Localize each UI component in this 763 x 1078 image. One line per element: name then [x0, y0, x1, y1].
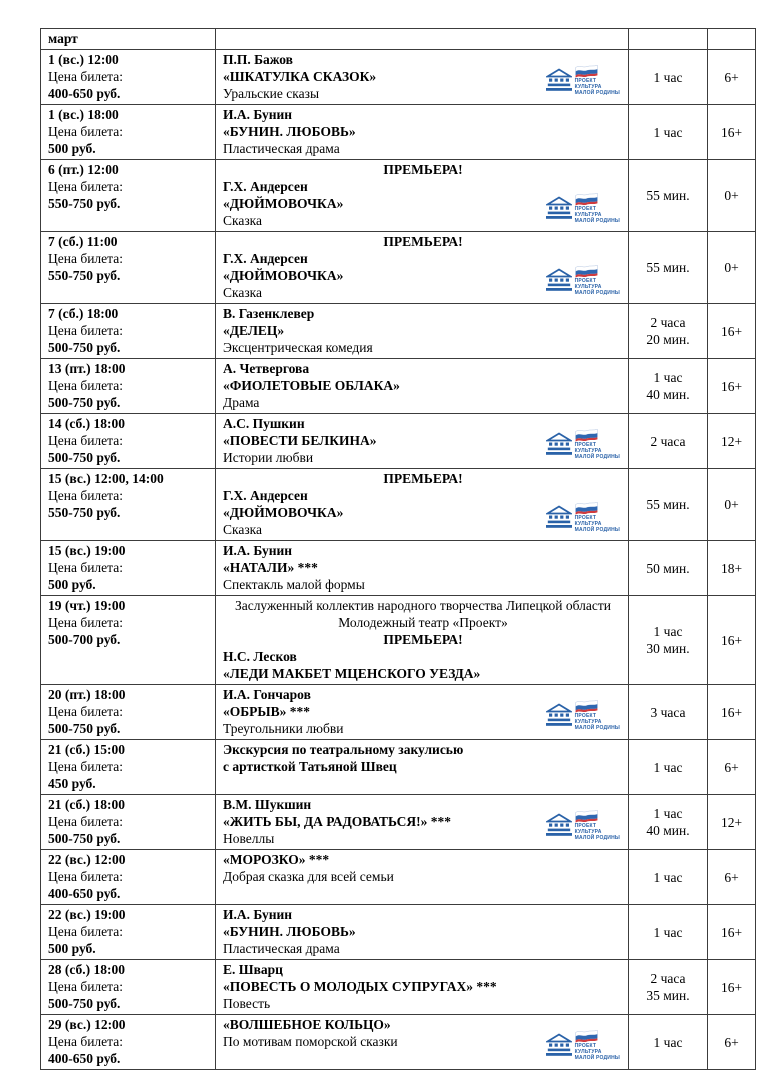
performance-cell: [216, 850, 629, 905]
performance-genre: Треугольники любви: [223, 721, 344, 736]
schedule-row: [41, 795, 756, 850]
schedule-row: [41, 850, 756, 905]
date-price-cell: [41, 105, 216, 160]
date-price-cell: [41, 541, 216, 596]
price-value: 500-750 руб.: [48, 831, 121, 846]
performance-title: «БУНИН. ЛЮБОВЬ»: [223, 124, 356, 139]
price-label: Цена билета:: [48, 1034, 123, 1049]
price-label: Цена билета:: [48, 869, 123, 884]
performance-cell: [216, 541, 629, 596]
empty-cell: [629, 29, 708, 50]
schedule-row: [41, 960, 756, 1015]
performance-genre: Новеллы: [223, 831, 275, 846]
schedule-row: [41, 232, 756, 304]
age-rating: 16+: [720, 124, 743, 140]
age-rating: 12+: [720, 814, 743, 830]
performance-title: «НАТАЛИ» ***: [223, 560, 318, 575]
logo-text: ПРОЕКТ КУЛЬТУРА МАЛОЙ РОДИНЫ: [574, 206, 620, 225]
date-price-cell: [41, 232, 216, 304]
month-header-row: [41, 29, 756, 50]
date-time: 20 (пт.) 18:00: [48, 687, 126, 702]
price-label: Цена билета:: [48, 979, 123, 994]
price-label: Цена билета:: [48, 759, 123, 774]
date-price-cell: [41, 359, 216, 414]
price-label: Цена билета:: [48, 704, 123, 719]
price-label: Цена билета:: [48, 251, 123, 266]
age-cell: [708, 596, 756, 685]
duration-cell: [629, 304, 708, 359]
performance-title: «ФИОЛЕТОВЫЕ ОБЛАКА»: [223, 378, 400, 393]
duration: 1 час: [653, 806, 683, 821]
age-rating: 18+: [720, 560, 743, 576]
performance-author: Экскурсия по театральному закулисью: [223, 742, 464, 757]
duration-cell: [629, 685, 708, 740]
logo-text: ПРОЕКТ КУЛЬТУРА МАЛОЙ РОДИНЫ: [574, 712, 620, 731]
duration: 1 час: [653, 69, 683, 85]
logo-text: ПРОЕКТ КУЛЬТУРА МАЛОЙ РОДИНЫ: [574, 822, 620, 841]
age-cell: [708, 541, 756, 596]
date-price-cell: [41, 960, 216, 1015]
price-label: Цена билета:: [48, 924, 123, 939]
age-cell: [708, 960, 756, 1015]
age-cell: [708, 685, 756, 740]
price-value: 500 руб.: [48, 941, 96, 956]
duration-cell: [629, 596, 708, 685]
price-label: Цена билета:: [48, 124, 123, 139]
date-price-cell: [41, 596, 216, 685]
duration: 1 час: [653, 759, 683, 775]
price-value: 400-650 руб.: [48, 1051, 121, 1066]
performance-genre: Повесть: [223, 996, 271, 1011]
age-rating: 12+: [720, 433, 743, 449]
price-value: 500-750 руб.: [48, 395, 121, 410]
date-price-cell: [41, 795, 216, 850]
price-label: Цена билета:: [48, 615, 123, 630]
duration-cell: [629, 160, 708, 232]
duration: 2 часа: [650, 971, 686, 986]
age-cell: [708, 105, 756, 160]
performance-genre: Истории любви: [223, 450, 314, 465]
age-rating: 16+: [720, 704, 743, 720]
price-value: 500-750 руб.: [48, 721, 121, 736]
duration: 3 часа: [650, 704, 686, 720]
empty-cell: [708, 29, 756, 50]
duration: 50 мин.: [646, 560, 690, 576]
duration: 1 час: [653, 1034, 683, 1050]
performance-cell: [216, 1015, 629, 1070]
performance-cell: [216, 685, 629, 740]
performance-title: «МОРОЗКО» ***: [223, 852, 330, 867]
performance-cell: [216, 960, 629, 1015]
age-rating: 16+: [720, 632, 743, 648]
schedule-row: [41, 105, 756, 160]
performance-title: «БУНИН. ЛЮБОВЬ»: [223, 924, 356, 939]
schedule-row: [41, 905, 756, 960]
performance-cell: [216, 596, 629, 685]
price-value: 550-750 руб.: [48, 196, 121, 211]
price-label: Цена билета:: [48, 179, 123, 194]
performance-author: Г.Х. Андерсен: [223, 179, 308, 194]
performance-genre: Сказка: [223, 285, 263, 300]
age-cell: [708, 304, 756, 359]
date-time: 15 (вс.) 12:00, 14:00: [48, 471, 164, 486]
duration: 1 час: [653, 370, 683, 385]
performance-cell: [216, 795, 629, 850]
date-time: 22 (вс.) 12:00: [48, 852, 126, 867]
price-value: 550-750 руб.: [48, 268, 121, 283]
date-price-cell: [41, 685, 216, 740]
performance-genre: Пластическая драма: [223, 941, 340, 956]
performance-cell: [216, 50, 629, 105]
age-rating: 6+: [724, 1034, 739, 1050]
age-rating: 6+: [724, 759, 739, 775]
performance-title: «ЖИТЬ БЫ, ДА РАДОВАТЬСЯ!» ***: [223, 814, 451, 829]
logo-text: ПРОЕКТ КУЛЬТУРА МАЛОЙ РОДИНЫ: [574, 515, 620, 534]
duration: 1 час: [653, 924, 683, 940]
price-value: 500-700 руб.: [48, 632, 121, 647]
premiere-label: ПРЕМЬЕРА!: [383, 234, 463, 249]
age-cell: [708, 905, 756, 960]
performance-author: П.П. Бажов: [223, 52, 293, 67]
date-time: 15 (вс.) 19:00: [48, 543, 126, 558]
logo-text: ПРОЕКТ КУЛЬТУРА МАЛОЙ РОДИНЫ: [574, 441, 620, 460]
date-price-cell: [41, 740, 216, 795]
performance-cell: [216, 740, 629, 795]
duration-cell: [629, 541, 708, 596]
duration-cell: [629, 359, 708, 414]
performance-cell: [216, 105, 629, 160]
age-cell: [708, 414, 756, 469]
logo-text: ПРОЕКТ КУЛЬТУРА МАЛОЙ РОДИНЫ: [574, 1042, 620, 1061]
price-value: 500-750 руб.: [48, 450, 121, 465]
performance-title: «ДЮЙМОВОЧКА»: [223, 505, 344, 520]
logo-text: ПРОЕКТ КУЛЬТУРА МАЛОЙ РОДИНЫ: [574, 278, 620, 297]
performance-cell: [216, 359, 629, 414]
age-cell: [708, 850, 756, 905]
date-time: 28 (сб.) 18:00: [48, 962, 126, 977]
performance-title: «ДЕЛЕЦ»: [223, 323, 285, 338]
performance-title: «ЛЕДИ МАКБЕТ МЦЕНСКОГО УЕЗДА»: [223, 666, 481, 681]
duration: 55 мин.: [646, 497, 690, 512]
duration-cell: [629, 850, 708, 905]
price-value: 500-750 руб.: [48, 996, 121, 1011]
price-value: 550-750 руб.: [48, 505, 121, 520]
date-time: 7 (сб.) 11:00: [48, 234, 118, 249]
date-price-cell: [41, 160, 216, 232]
performance-cell: [216, 304, 629, 359]
premiere-label: ПРЕМЬЕРА!: [383, 632, 463, 647]
age-cell: [708, 359, 756, 414]
duration: 55 мин.: [646, 188, 690, 203]
performance-author: И.А. Бунин: [223, 907, 293, 922]
performance-cell: [216, 905, 629, 960]
performance-author: И.А. Бунин: [223, 543, 293, 558]
duration: 2 часа: [650, 433, 686, 449]
price-value: 400-650 руб.: [48, 886, 121, 901]
age-cell: [708, 232, 756, 304]
age-rating: 16+: [720, 924, 743, 940]
age-rating: 16+: [720, 979, 743, 995]
performance-author: Г.Х. Андерсен: [223, 251, 308, 266]
date-price-cell: [41, 414, 216, 469]
empty-cell: [216, 29, 629, 50]
performance-title: «ДЮЙМОВОЧКА»: [223, 196, 344, 211]
duration: 1 час: [653, 624, 683, 639]
performance-genre: Уральские сказы: [223, 86, 320, 101]
date-time: 7 (сб.) 18:00: [48, 306, 119, 321]
date-time: 13 (пт.) 18:00: [48, 361, 126, 376]
date-price-cell: [41, 1015, 216, 1070]
schedule-row: [41, 50, 756, 105]
performance-author: Н.С. Лесков: [223, 649, 297, 664]
date-time: 29 (вс.) 12:00: [48, 1017, 126, 1032]
duration-cell: [629, 795, 708, 850]
age-cell: [708, 160, 756, 232]
performance-author: с артисткой Татьяной Швец: [223, 759, 397, 774]
age-rating: 0+: [724, 497, 739, 512]
performance-author: Г.Х. Андерсен: [223, 488, 308, 503]
performance-title: «ПОВЕСТИ БЕЛКИНА»: [223, 433, 377, 448]
performance-cell: [216, 232, 629, 304]
duration: 30 мин.: [646, 641, 690, 656]
duration-cell: [629, 232, 708, 304]
performance-genre: Сказка: [223, 522, 263, 537]
logo-text: ПРОЕКТ КУЛЬТУРА МАЛОЙ РОДИНЫ: [574, 77, 620, 96]
age-rating: 6+: [724, 869, 739, 885]
price-value: 500 руб.: [48, 577, 96, 592]
duration-cell: [629, 740, 708, 795]
performance-title: «ОБРЫВ» ***: [223, 704, 311, 719]
age-cell: [708, 740, 756, 795]
schedule-row: [41, 469, 756, 541]
price-value: 500 руб.: [48, 141, 96, 156]
age-rating: 16+: [720, 378, 743, 394]
duration-cell: [629, 1015, 708, 1070]
price-value: 450 руб.: [48, 776, 96, 791]
performance-cell: [216, 414, 629, 469]
performance-title: «ПОВЕСТЬ О МОЛОДЫХ СУПРУГАХ» ***: [223, 979, 497, 994]
performance-genre: По мотивам поморской сказки: [223, 1034, 398, 1049]
date-price-cell: [41, 905, 216, 960]
premiere-label: ПРЕМЬЕРА!: [383, 471, 463, 486]
date-time: 22 (вс.) 19:00: [48, 907, 126, 922]
price-label: Цена билета:: [48, 378, 123, 393]
age-cell: [708, 50, 756, 105]
duration: 55 мин.: [646, 260, 690, 275]
age-cell: [708, 795, 756, 850]
performance-title: «ВОЛШЕБНОЕ КОЛЬЦО»: [223, 1017, 391, 1032]
performance-genre: Спектакль малой формы: [223, 577, 365, 592]
schedule-row: [41, 160, 756, 232]
schedule-row: [41, 1015, 756, 1070]
performance-genre: Драма: [223, 395, 260, 410]
duration: 35 мин.: [646, 988, 690, 1003]
date-time: 6 (пт.) 12:00: [48, 162, 119, 177]
age-cell: [708, 469, 756, 541]
date-time: 21 (сб.) 15:00: [48, 742, 126, 757]
duration-cell: [629, 105, 708, 160]
performance-cell: [216, 160, 629, 232]
age-cell: [708, 1015, 756, 1070]
performance-author: В. Газенклевер: [223, 306, 315, 321]
performance-genre: Добрая сказка для всей семьи: [223, 869, 394, 884]
duration-cell: [629, 905, 708, 960]
schedule-row: [41, 596, 756, 685]
age-rating: 0+: [724, 188, 739, 203]
schedule-row: [41, 740, 756, 795]
price-label: Цена билета:: [48, 560, 123, 575]
price-value: 400-650 руб.: [48, 86, 121, 101]
duration: 1 час: [653, 869, 683, 885]
schedule-body: [41, 29, 756, 1070]
date-time: 1 (вс.) 18:00: [48, 107, 119, 122]
price-label: Цена билета:: [48, 814, 123, 829]
duration: 40 мин.: [646, 823, 690, 838]
performance-title: «ДЮЙМОВОЧКА»: [223, 268, 344, 283]
schedule-row: [41, 359, 756, 414]
performance-title: «ШКАТУЛКА СКАЗОК»: [223, 69, 377, 84]
performance-cell: [216, 469, 629, 541]
schedule-row: [41, 685, 756, 740]
date-time: 21 (сб.) 18:00: [48, 797, 126, 812]
performance-genre: Сказка: [223, 213, 263, 228]
schedule-row: [41, 304, 756, 359]
date-price-cell: [41, 50, 216, 105]
schedule-row: [41, 541, 756, 596]
date-time: 19 (чт.) 19:00: [48, 598, 126, 613]
duration: 40 мин.: [646, 387, 690, 402]
price-label: Цена билета:: [48, 433, 123, 448]
performance-author: И.А. Бунин: [223, 107, 293, 122]
collective-intro-line: Заслуженный коллектив народного творчества Липецкой области: [234, 598, 612, 613]
duration-cell: [629, 960, 708, 1015]
performance-genre: Пластическая драма: [223, 141, 340, 156]
duration-cell: [629, 469, 708, 541]
premiere-label: ПРЕМЬЕРА!: [383, 162, 463, 177]
date-price-cell: [41, 304, 216, 359]
performance-author: Е. Шварц: [223, 962, 283, 977]
price-value: 500-750 руб.: [48, 340, 121, 355]
price-label: Цена билета:: [48, 488, 123, 503]
duration: 20 мин.: [646, 332, 690, 347]
date-price-cell: [41, 469, 216, 541]
date-time: 14 (сб.) 18:00: [48, 416, 126, 431]
date-time: 1 (вс.) 12:00: [48, 52, 119, 67]
date-price-cell: [41, 850, 216, 905]
collective-intro-line: Молодежный театр «Проект»: [338, 615, 508, 630]
performance-author: А.С. Пушкин: [223, 416, 305, 431]
duration: 1 час: [653, 124, 683, 140]
schedule-table: [40, 28, 756, 1070]
performance-author: И.А. Гончаров: [223, 687, 311, 702]
age-rating: 0+: [724, 260, 739, 275]
price-label: Цена билета:: [48, 69, 123, 84]
performance-author: А. Четвергова: [223, 361, 310, 376]
duration-cell: [629, 50, 708, 105]
performance-genre: Эксцентрическая комедия: [223, 340, 373, 355]
age-rating: 16+: [720, 323, 743, 339]
schedule-row: [41, 414, 756, 469]
duration: 2 часа: [650, 315, 686, 330]
price-label: Цена билета:: [48, 323, 123, 338]
duration-cell: [629, 414, 708, 469]
month-header: март: [41, 29, 216, 50]
age-rating: 6+: [724, 69, 739, 85]
performance-author: В.М. Шукшин: [223, 797, 312, 812]
